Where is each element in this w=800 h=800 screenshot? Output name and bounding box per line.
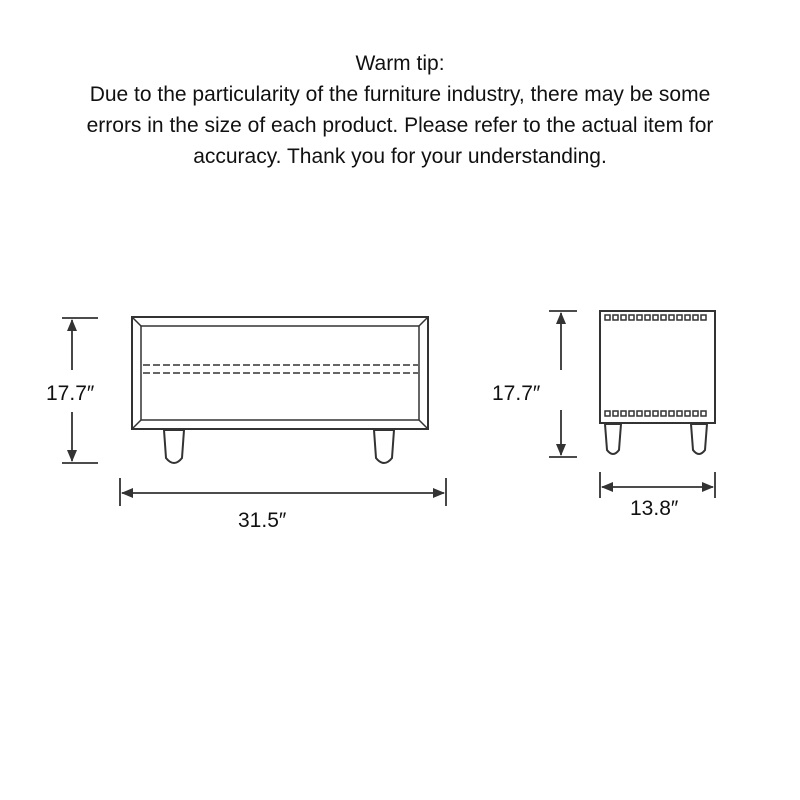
- side-depth-arrow-left: [601, 482, 613, 492]
- side-height-label: 17.7″: [492, 382, 541, 405]
- front-width-dimension: [120, 478, 446, 506]
- side-depth-dimension: [600, 472, 715, 498]
- side-leg-right: [691, 424, 707, 454]
- side-leg-left: [605, 424, 621, 454]
- front-bevel-tl: [132, 317, 141, 326]
- front-bevel-br: [419, 420, 428, 429]
- side-stitch-bottom: [605, 411, 706, 416]
- side-view: [600, 311, 715, 454]
- side-height-arrow-top: [556, 312, 566, 324]
- side-height-arrow-bottom: [556, 444, 566, 456]
- side-depth-arrow-right: [702, 482, 714, 492]
- front-bevel-tr: [419, 317, 428, 326]
- front-width-arrow-left: [121, 488, 133, 498]
- warm-tip-line-1: Due to the particularity of the furniture industry, there may be some: [89, 83, 711, 106]
- front-width-label: 31.5″: [238, 509, 287, 532]
- side-height-dimension: [549, 311, 577, 457]
- warm-tip-line-3: accuracy. Thank you for your understanding.: [193, 145, 607, 168]
- front-bevel-bl: [132, 420, 141, 429]
- front-height-label: 17.7″: [46, 382, 95, 405]
- side-body: [600, 311, 715, 423]
- front-width-arrow-right: [433, 488, 445, 498]
- front-view: [132, 317, 428, 463]
- front-height-arrow-top: [67, 319, 77, 331]
- side-stitch-top: [605, 315, 706, 320]
- warm-tip-heading: Warm tip:: [355, 52, 445, 75]
- side-depth-label: 13.8″: [630, 497, 679, 520]
- front-leg-right: [374, 430, 394, 463]
- front-leg-left: [164, 430, 184, 463]
- warm-tip-line-2: errors in the size of each product. Please refer to the actual item for: [86, 114, 714, 137]
- front-height-arrow-bottom: [67, 450, 77, 462]
